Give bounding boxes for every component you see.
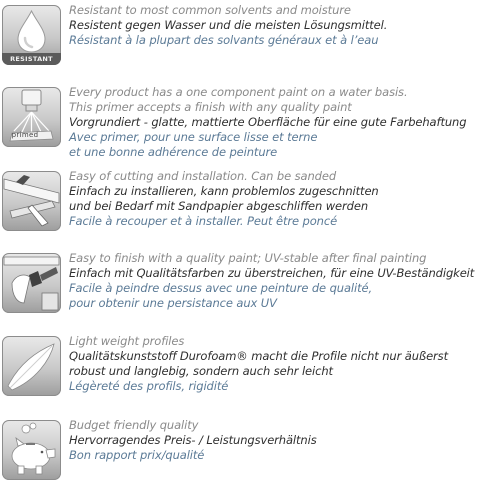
text-line-de: und bei Bedarf mit Sandpapier abgeschliffen werden — [69, 199, 369, 213]
feature-icon-tile — [2, 87, 61, 147]
saw-cutting-icon — [2, 171, 61, 231]
feature-icon-tile — [2, 5, 61, 65]
text-line-fr: Avec primer, pour une surface lisse et terne — [69, 130, 318, 144]
feature-text — [69, 251, 499, 311]
text-line-en: Easy of cutting and installation. Can be sanded — [69, 169, 337, 183]
text-line-en: Every product has a one component paint on a water basis. — [69, 85, 408, 99]
feature-text — [69, 334, 499, 394]
feature-text — [69, 85, 499, 160]
text-line-de: Einfach zu installieren, kann problemlos zugeschnitten — [69, 184, 379, 198]
text-line-de: Einfach mit Qualitätsfarben zu überstreichen, für eine UV-Beständigkeit — [69, 266, 475, 280]
text-line-fr: Légèreté des profils, rigidité — [69, 379, 229, 393]
feature-text — [69, 418, 499, 463]
feature-text — [69, 169, 499, 229]
text-line-fr: pour obtenir une persistance aux UV — [69, 296, 277, 310]
text-line-fr: Résistant à la plupart des solvants généraux et à l’eau — [69, 33, 379, 47]
text-line-fr: Facile à recouper et à installer. Peut être poncé — [69, 214, 338, 228]
text-line-fr: Bon rapport prix/qualité — [69, 448, 205, 462]
icon-label-resistant: RESISTANT — [2, 53, 61, 65]
text-line-en: Easy to finish with a quality paint; UV-stable after final painting — [69, 251, 427, 265]
text-line-en: Budget friendly quality — [69, 418, 199, 432]
text-line-de: Vorgrundiert - glatte, mattierte Oberfläche für eine gute Farbehaftung — [69, 115, 467, 129]
text-line-fr: Facile à peindre dessus avec une peinture de qualité, — [69, 281, 373, 295]
feature-icon — [2, 336, 61, 396]
text-line-de: Qualitätskunststoff Durofoam® macht die Profile nicht nur äußerst — [69, 349, 448, 363]
text-line-en: Light weight profiles — [69, 334, 185, 348]
text-line-de: Hervorragendes Preis- / Leistungsverhältnis — [69, 433, 317, 447]
text-line-de: Resistent gegen Wasser und die meisten Lösungsmittel. — [69, 18, 388, 32]
feature-icon-tile — [2, 171, 61, 231]
text-line-de: robust und langlebig, sondern auch sehr leicht — [69, 364, 333, 378]
text-line-en: Resistant to most common solvents and moisture — [69, 3, 351, 17]
feature-icon-tile — [2, 336, 61, 396]
feature-text — [69, 3, 499, 48]
paint-brush-icon — [2, 253, 61, 313]
feature-icon-tile — [2, 420, 61, 480]
text-line-en: This primer accepts a finish with any quality paint — [69, 100, 352, 114]
text-line-fr: et une bonne adhérence de peinture — [69, 145, 278, 159]
piggy-bank-icon — [2, 420, 61, 480]
icon-label-primed: primed — [11, 131, 39, 139]
feature-icon-tile — [2, 253, 61, 313]
